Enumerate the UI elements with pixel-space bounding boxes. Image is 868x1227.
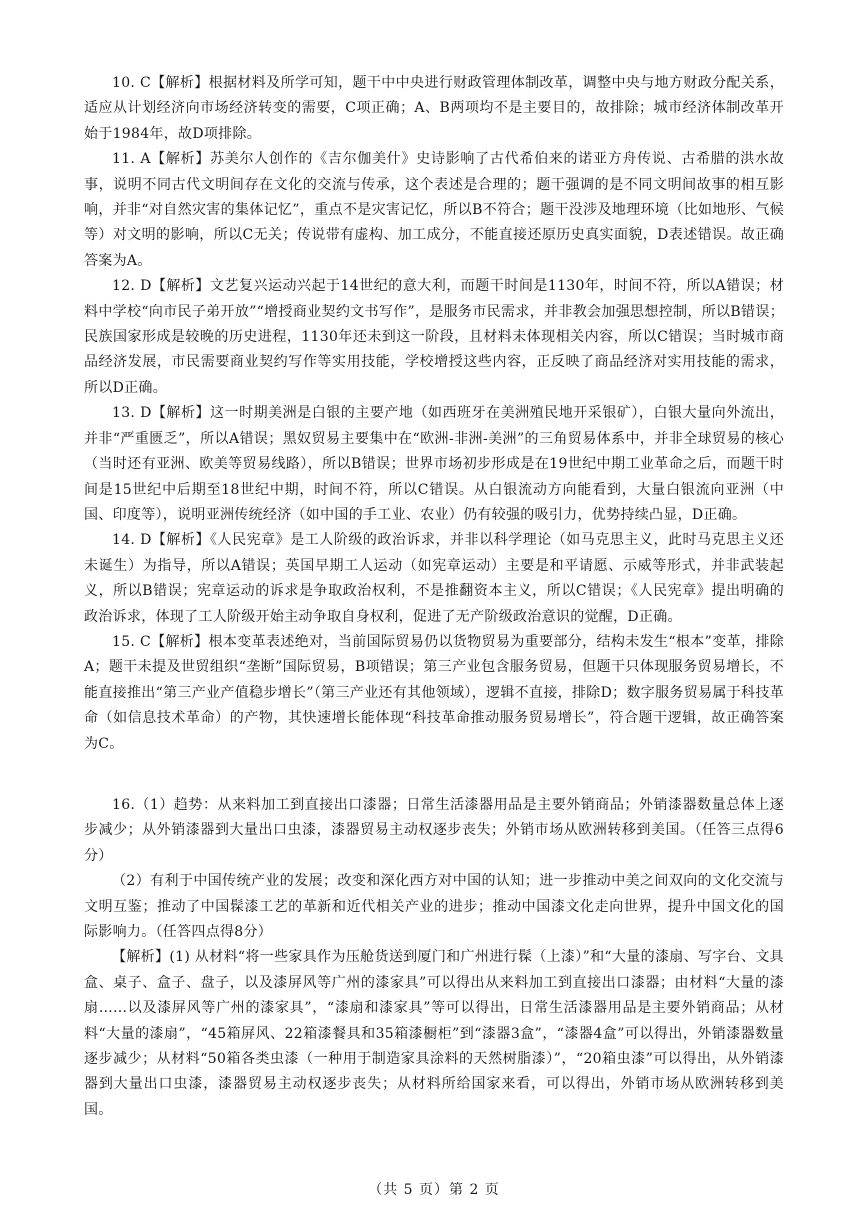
answer-12: 12. D【解析】文艺复兴运动兴起于14世纪的意大利，而题干时间是1130年，时间不符，所以A错误；材料中学校“向市民子弟开放”“增授商业契约文书写作”，是服务市民需求，并非教会加强思想控制，所以B错误；民族国家形成是较晚的历史进程，1130年还未到这一阶段，且材料未体现相关内容，所以C错误；当时城市商品经济发展，市民需要商业契约写作等实用技能，学校增授这些内容，正反映了商品经济对实用技能的需求，所以D正确。 (84, 278, 784, 396)
answer-16-analysis: 【解析】(1) 从材料“将一些家具作为压舱货送到厦门和广州进行髹（上漆）”和“大量的漆扇、写字台、文具盒、桌子、盒子、盘子，以及漆屏风等广州的漆家具”可以得出从来料加工到直接出口漆器；由材料“大量的漆扇……以及漆屏风等广州的漆家具”，“漆扇和漆家具”等可以得出，日常生活漆器用品是主要外销商品；从材料“大量的漆扇”，“45箱屏风、22箱漆餐具和35箱漆橱柜”到“漆器3盒”，“漆器4盒”可以得出，外销漆器数量逐步减少；从材料“50箱各类虫漆（一种用于制造家具涂料的天然树脂漆）”，“20箱虫漆”可以得出，从外销漆器到大量出口虫漆，漆器贸易主动权逐步丧失；从材料所给国家来看，可以得出，外销市场从欧洲转移到美国。 (84, 949, 784, 1118)
answer-page (84, 71, 784, 1123)
answer-11: 11. A【解析】苏美尔人创作的《吉尔伽美什》史诗影响了古代希伯来的诺亚方舟传说、古希腊的洪水故事，说明不同古代文明间存在文化的交流与传承，这个表述是合理的；题干强调的是不同文明间故事的相互影响，并非“对自然灾害的集体记忆”，重点不是灾害记忆，所以B不符合；题干没涉及地理环境（比如地形、气候等）对文明的影响，所以C无关；传说带有虚构、加工成分，不能直接还原历史真实面貌，D表述错误。故正确答案为A。 (84, 151, 784, 269)
section-gap (84, 757, 784, 793)
answer-15: 15. C【解析】根本变革表述绝对，当前国际贸易仍以货物贸易为重要部分，结构未发生“根本”变革，排除A；题干未提及世贸组织“垄断”国际贸易，B项错误；第三产业包含服务贸易，但题干只体现服务贸易增长，不能直接推出“第三产业产值稳步增长”（第三产业还有其他领域），逻辑不直接，排除D；数字服务贸易属于科技革命（如信息技术革命）的产物，其快速增长能体现“科技革命推动服务贸易增长”，符合题干逻辑，故正确答案为C。 (84, 633, 784, 752)
answer-14: 14. D【解析】《人民宪章》是工人阶级的政治诉求，并非以科学理论（如马克思主义，此时马克思主义还未诞生）为指导，所以A错误；英国早期工人运动（如宪章运动）主要是和平请愿、示威等形式，并非武装起义，所以B错误；宪章运动的诉求是争取政治权利，不是推翻资本主义，所以C错误；《人民宪章》提出明确的政治诉求，体现了工人阶级开始主动争取自身权利，促进了无产阶级政治意识的觉醒，D正确。 (84, 532, 784, 625)
answer-16-part2: （2）有利于中国传统产业的发展；改变和深化西方对中国的认知；进一步推动中美之间双向的文化交流与文明互鉴；推动了中国髹漆工艺的革新和近代相关产业的进步；推动中国漆文化走向世界，提升中国文化的国际影响力。（任答四点得8分） (84, 873, 784, 940)
answer-16-part1: 16.（1）趋势：从来料加工到直接出口漆器；日常生活漆器用品是主要外销商品；外销漆器数量总体上逐步减少；从外销漆器到大量出口虫漆，漆器贸易主动权逐步丧失；外销市场从欧洲转移到美国。（任答三点得6分） (84, 796, 784, 864)
answer-10: 10. C【解析】根据材料及所学可知，题干中中央进行财政管理体制改革，调整中央与地方财政分配关系，适应从计划经济向市场经济转变的需要，C项正确；A、B两项均不是主要目的，故排除；城市经济体制改革开始于1984年，故D项排除。 (84, 75, 784, 142)
answer-13: 13. D【解析】这一时期美洲是白银的主要产地（如西班牙在美洲殖民地开采银矿），白银大量向外流出，并非“严重匮乏”，所以A错误；黑奴贸易主要集中在“欧洲-非洲-美洲”的三角贸易体系中，并非全球贸易的核心（当时还有亚洲、欧美等贸易线路），所以B错误；世界市场初步形成是在19世纪中期工业革命之后，而题干时间是15世纪中后期至18世纪中期，时间不符，所以C错误。从白银流动方向能看到，大量白银流向亚洲（中国、印度等），说明亚洲传统经济（如中国的手工业、农业）仍有较强的吸引力，优势持续凸显，D正确。 (84, 405, 784, 523)
page-footer: （共 5 页）第 2 页 (368, 1182, 500, 1198)
